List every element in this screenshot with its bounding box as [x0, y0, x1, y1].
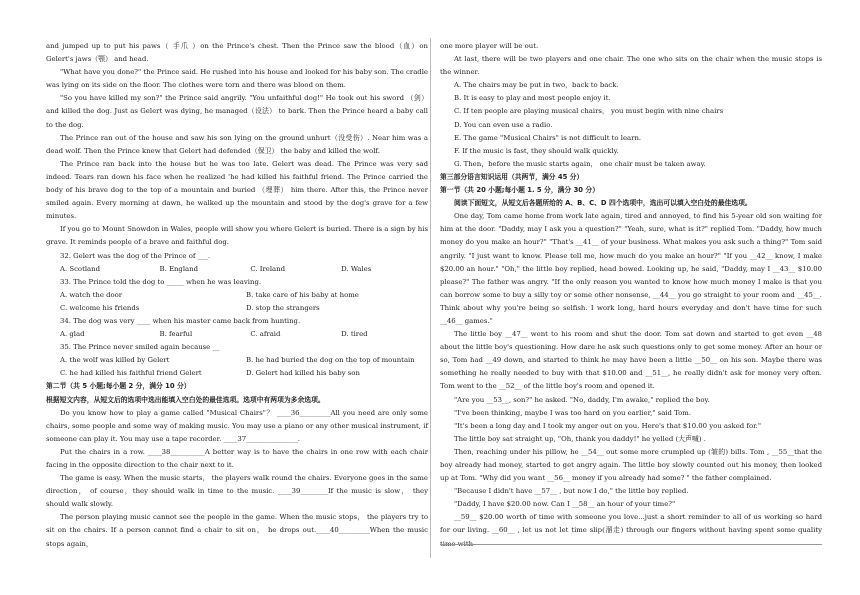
story-paragraph: "So you have killed my son?" the Prince said angrily. "You unfaithful dog!" He took out his sword （剑） and killed the dog. Just as Gelert was dying, he managed（设法） to bark. Then the Prince heard a baby call to the dog. — [46, 94, 428, 129]
part-heading: 第三部分语言知识运用（共两节，满分 45 分） — [440, 172, 584, 181]
option: D. Gelert had killed his baby son — [246, 369, 360, 378]
question-34-options — [46, 328, 428, 341]
question-33: 33. The Prince told the dog to _____ when he was leaving. — [60, 277, 262, 286]
story-paragraph: The Prince ran back into the house but he was too late. Gelert was dead. The Prince was very sad indeed. Tears ran down his face when he realized 'he had killed his faithful friend. The Prince carried the body of his brave dog to the top of a mountain and buried （埋葬） him there. After this, the Prince never smiled again. Every morning at dawn, he walked up the mountain and stood by the dog's grave for a few minutes. — [46, 159, 428, 221]
story-paragraph: If you go to Mount Snowdon in Wales, people will show you where Gelert is buried. There is a sign by his grave. It reminds people of a brave and faithful dog. — [46, 225, 428, 247]
section-heading: 第一节（共 20 小题;每小题 1. 5 分，满分 30 分） — [440, 186, 599, 195]
option: C. welcome his friends — [60, 303, 140, 312]
choice-item: F. If the music is fast, they should walk quickly. — [454, 146, 619, 155]
question-32: 32. Gelert was the dog of the Prince of ___. — [60, 251, 211, 260]
choice-item: B. It is easy to play and most people enjoy it. — [454, 94, 611, 103]
option: C. Ireland — [250, 264, 285, 273]
cloze-paragraph: __59__ $20.00 worth of time with someone you love...just a short reminder to all of us working so hard for our living. __60__ , let us not let time slip(溜走) through our fingers without having spent some quality time with — [440, 513, 822, 548]
cloze-paragraph: Then, reaching under his pillow, he __54__ out some more crumpled up (皱的) bills. Tom , __55__that the boy already had money, started to get angry again. The little boy slowly counted out his money, then looked up at Tom. "Why did you want __56__ money if you already had some? " the father complained. — [440, 447, 822, 483]
passage-paragraph: The person playing music cannot see the people in the game. When the music stops， the players try to sit on the chairs. If a person cannot find a chair to sit on， he drops out.____40_________When the music stops again， — [46, 513, 428, 548]
story-paragraph: "What have you done?" the Prince said. He rushed into his house and looked for his baby son. The cradle was lying on its side on the floor. The clothes were torn and there was blood on them. — [46, 68, 428, 90]
left-column — [46, 40, 428, 551]
choice-item: E. The game "Musical Chairs" is not difficult to learn. — [454, 133, 642, 142]
passage-paragraph: Put the chairs in a row. ____38__________A better way is to have the chairs in one row with each chair facing in the opposite direction to the chair next to it. — [46, 447, 428, 469]
option: C. afraid — [250, 330, 281, 339]
choice-item: C. If ten people are playing musical chairs， you must begin with nine chairs — [454, 107, 724, 116]
question-34: 34. The dog was very ____ when his master came back from hunting. — [60, 316, 301, 325]
passage-paragraph: Do you know how to play a game called "Musical Chairs"？ ____36_________All you need are only some chairs, some people and some way of making music. You may use a piano or any other musical instrument, if someone can play it. You may use a tape recorder. ____37_______________. — [46, 408, 428, 443]
option: C. he had killed his faithful friend Gelert — [60, 369, 202, 378]
passage-paragraph: At last, there will be two players and one chair. The one who sits on the chair when the music stops is the winner. — [440, 55, 822, 77]
section-heading: 第二节（共 5 小题;每小题 2 分，满分 10 分） — [46, 382, 191, 391]
option: A. watch the door — [60, 290, 123, 299]
cloze-paragraph: One day, Tom came home from work late again, tired and annoyed, to find his 5-year old son waiting for him at the door. "Daddy, may I ask you a question?" "Yeah, sure, what is it?" replied Tom. "Daddy, how much money do you make an hour?" "That's __41__ of your business. What makes you ask such a thing?" Tom said angrily. "I just want to know. Please tell me, how much do you make an hour?" "If you __42__ know, I make $20.00 an hour." "Oh," the little boy replied, head bowed. Looking up, he said, "Daddy, may I __43__ $10.00 please?" The father was angry. "If the only reason you wanted to know how much money I make is that you can borrow some to buy a silly toy or some other nonsense, __44__ you go straight to your room and __45__. Think about why you're being so selfish. I work long, hard hours everyday and don't have time for such __46__ games." — [440, 212, 822, 325]
section-instructions: 根据短文内容，从短文后的选项中选出能填入空白处的最佳选项。选项中有两项为多余选项。 — [46, 395, 325, 404]
option: B. he had buried the dog on the top of mountain — [246, 356, 415, 365]
passage-paragraph: one more player will be out. — [440, 42, 539, 50]
story-paragraph: and jumped up to put his paws（ 手爪 ）on the Prince's chest. Then the Prince saw the blood（血）on Gelert's jaws（颚） and head. — [46, 42, 428, 64]
cloze-paragraph: The little boy __47__ went to his room and shut the door. Tom sat down and started to get even __48 about the little boy's questioning. How dare he ask such questions only to get some money. After an hour or so, Tom had __49 down, and started to think he may have been a little __50__ on his son. Maybe there was something he really needed to buy with that $10.00 and __51__, he really didn't ask for money very often. Tom went to the __52__ of the little boy's room and opened it. — [440, 330, 822, 391]
footer-rule — [440, 544, 822, 545]
option: B. take care of his baby at home — [246, 290, 359, 299]
cloze-paragraph: "It's been a long day and I took my anger out on you. Here's that $10.00 you asked for." — [454, 421, 761, 430]
question-33-options — [46, 289, 428, 315]
cloze-paragraph: "Daddy, I have $20.00 now. Can I __58__ an hour of your time?" — [454, 500, 676, 509]
option: A. Scotland — [60, 264, 101, 273]
choice-item: D. You can even use a radio. — [454, 120, 553, 129]
option: D. Wales — [341, 264, 372, 273]
cloze-paragraph: "Are you __53__, son?" he asked. "No, daddy, I'm awake," replied the boy. — [454, 395, 710, 404]
cloze-paragraph: The little boy sat straight up, "Oh, thank you daddy!" he yelled (大声喊) . — [454, 434, 706, 443]
passage-paragraph: The game is easy. When the music starts， the players walk round the chairs. Everyone goes in the same direction， of course，they should walk in time to the music. ____39________If the music is slow， they should walk slowly. — [46, 474, 428, 509]
story-paragraph: The Prince ran out of the house and saw his son lying on the ground unhurt（没受伤）. Near him was a dead wolf. Then the Prince knew that Gelert had defended（保卫） the baby and killed the wolf. — [46, 133, 428, 155]
option: A. the wolf was killed by Gelert — [60, 356, 170, 365]
cloze-paragraph: "I've been thinking, maybe I was too hard on you earlier," said Tom. — [454, 408, 692, 417]
cloze-paragraph: "Because I didn't have __57__ , but now I do," the little boy replied. — [454, 487, 689, 496]
option: B. fearful — [159, 330, 193, 339]
right-column — [440, 40, 822, 551]
question-32-options — [46, 263, 428, 276]
choice-item: G. Then，before the music starts again， one chair must be taken away. — [454, 159, 706, 168]
question-35: 35. The Prince never smiled again because __ — [60, 343, 220, 352]
option: D. tired — [341, 330, 368, 339]
question-35-options — [46, 354, 428, 380]
option: D. stop the strangers — [246, 303, 320, 312]
section-instructions: 阅读下面短文，从短文后各题所给的 A、B、C、D 四个选项中，选出可以填入空白处的最佳选项。 — [454, 199, 752, 208]
choice-item: A. The chairs may be put in two，back to back. — [454, 81, 619, 90]
option: A. glad — [60, 330, 85, 339]
column-divider — [430, 38, 431, 558]
option: B. England — [159, 264, 198, 273]
